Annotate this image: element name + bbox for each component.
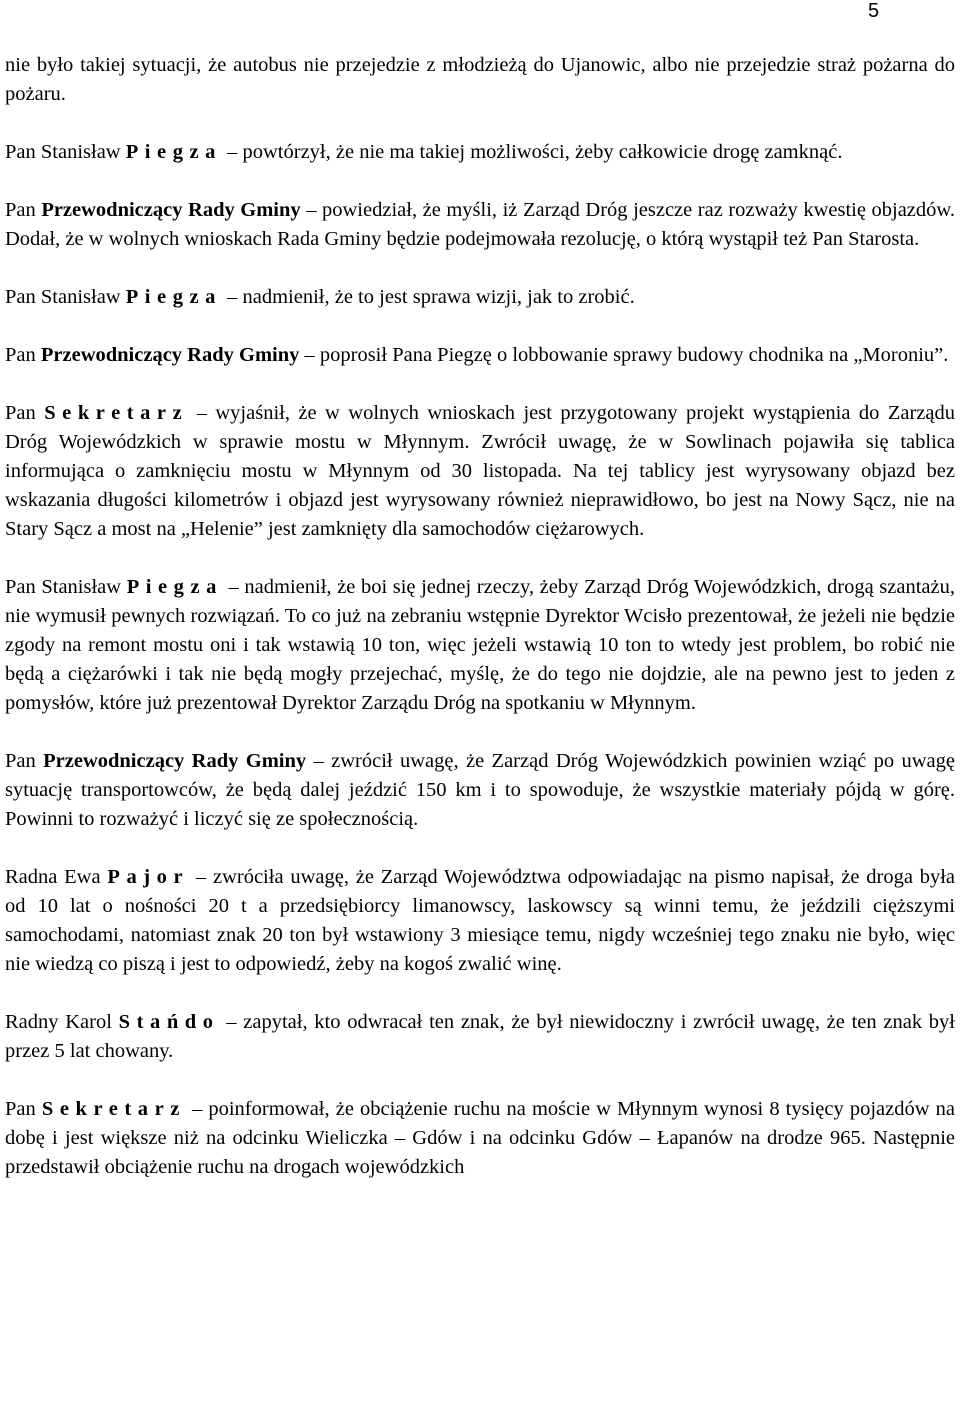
speaker-prefix: Pan Stanisław	[5, 141, 126, 163]
speaker-prefix: Pan Stanisław	[5, 576, 127, 598]
speaker-prefix: Pan	[5, 402, 45, 424]
document-body	[5, 51, 955, 1211]
speaker-prefix: Pan	[5, 750, 44, 772]
paragraph-1	[5, 51, 955, 109]
speaker-name: Pajor	[107, 866, 190, 888]
speaker-name: Piegza	[126, 576, 223, 598]
speaker-prefix: Pan	[5, 344, 41, 366]
paragraph-6	[5, 399, 955, 544]
speaker-name: Przewodniczący Rady Gminy	[41, 199, 301, 221]
paragraph-text: – zwróciła uwagę, że Zarząd Województwa odpowiadając na pismo napisał, że droga była od 10 lat o nośności 20 t a przedsiębiorcy limanowscy, laskowscy są winni temu, że jeździli cięższymi samochodami, natomiast znak 20 ton był wstawiony 3 miesiące temu, nigdy wcześniej tego znaku nie było, więc nie wiedzą co piszą i jest to odpowiedź, żeby na kogoś zwalić winę.	[5, 866, 956, 975]
speaker-name: Sekretarz	[44, 402, 189, 424]
paragraph-text: – powtórzył, że nie ma takiej możliwości, żeby całkowicie drogę zamknąć.	[222, 141, 843, 163]
paragraph-text: – poprosił Pana Piegzę o lobbowanie sprawy budowy chodnika na „Moroniu”.	[299, 344, 949, 366]
speaker-name: Sekretarz	[41, 1098, 186, 1120]
paragraph-text: nie było takiej sytuacji, że autobus nie przejedzie z młodzieżą do Ujanowic, albo nie przejedzie straż pożarna do pożaru.	[5, 54, 955, 105]
speaker-prefix: Pan	[5, 199, 42, 221]
paragraph-text: – powiedział, że myśli, iż Zarząd Dróg jeszcze raz rozważy kwestię objazdów. Dodał, że w wolnych wnioskach Rada Gminy będzie podejmowała rezolucję, o którą wystąpił też Pan Starosta.	[5, 199, 955, 250]
speaker-prefix: Pan	[5, 1098, 42, 1120]
paragraph-9	[5, 863, 955, 979]
paragraph-text: – nadmienił, że boi się jednej rzeczy, żeby Zarząd Dróg Wojewódzkich, drogą szantażu, nie wymusił pewnych rozwiązań. To co już na zebraniu wstępnie Dyrektor Wcisło prezentował, że jeżeli nie będzie zgody na remont mostu oni i tak wstawią 10 ton, więc jeżeli wstawią 10 ton to wtedy jest problem, bo robić nie będą a ciężarówki i tak nie będą mogły przejechać, myślę, że do tego nie dojdzie, ale na pewno jest to jeden z pomysłów, które już prezentował Dyrektor Zarządu Dróg na spotkaniu w Młynnym.	[5, 576, 955, 714]
speaker-prefix: Radny Karol	[5, 1011, 119, 1033]
speaker-name: Stańdo	[118, 1011, 220, 1033]
speaker-name: Przewodniczący Rady Gminy	[40, 344, 300, 366]
speaker-name: Piegza	[125, 141, 222, 163]
paragraph-5	[5, 341, 955, 370]
speaker-name: Przewodniczący Rady Gminy	[43, 750, 307, 772]
paragraph-11	[5, 1095, 955, 1182]
paragraph-text: – zapytał, kto odwracał ten znak, że był niewidoczny i zwrócił uwagę, że ten znak był przez 5 lat chowany.	[5, 1011, 955, 1062]
paragraph-text: – poinformował, że obciążenie ruchu na moście w Młynnym wynosi 8 tysięcy pojazdów na dobę i jest większe niż na odcinku Wieliczka – Gdów i na odcinku Gdów – Łapanów na drodze 965. Następnie przedstawił obciążenie ruchu na drogach wojewódzkich	[5, 1098, 955, 1178]
paragraph-2	[5, 138, 955, 167]
paragraph-8	[5, 747, 955, 834]
paragraph-3	[5, 196, 955, 254]
paragraph-text: – wyjaśnił, że w wolnych wnioskach jest przygotowany projekt wystąpienia do Zarządu Dróg Wojewódzkich w sprawie mostu w Młynnym. Zwrócił uwagę, że w Sowlinach pojawiła się tablica informująca o zamknięciu mostu w Młynnym od 30 listopada. Na tej tablicy jest wyrysowany objazd bez wskazania długości kilometrów i objazd jest wyrysowany również nieprawidłowo, bo jest na Nowy Sącz, nie na Stary Sącz a most na „Helenie” jest zamknięty dla samochodów ciężarowych.	[5, 402, 956, 540]
speaker-prefix: Radna Ewa	[5, 866, 108, 888]
paragraph-text: – zwrócił uwagę, że Zarząd Dróg Wojewódzkich powinien wziąć po uwagę sytuację transportowców, że będą dalej jeździć 150 km i to spowoduje, że wszystkie materiały pójdą w górę. Powinni to rozważyć i liczyć się ze społecznością.	[5, 750, 955, 830]
page-number: 5	[868, 0, 880, 22]
paragraph-4	[5, 283, 955, 312]
speaker-prefix: Pan Stanisław	[5, 286, 126, 308]
speaker-name: Piegza	[125, 286, 222, 308]
paragraph-7	[5, 573, 955, 718]
paragraph-10	[5, 1008, 955, 1066]
paragraph-text: – nadmienił, że to jest sprawa wizji, jak to zrobić.	[222, 286, 635, 308]
